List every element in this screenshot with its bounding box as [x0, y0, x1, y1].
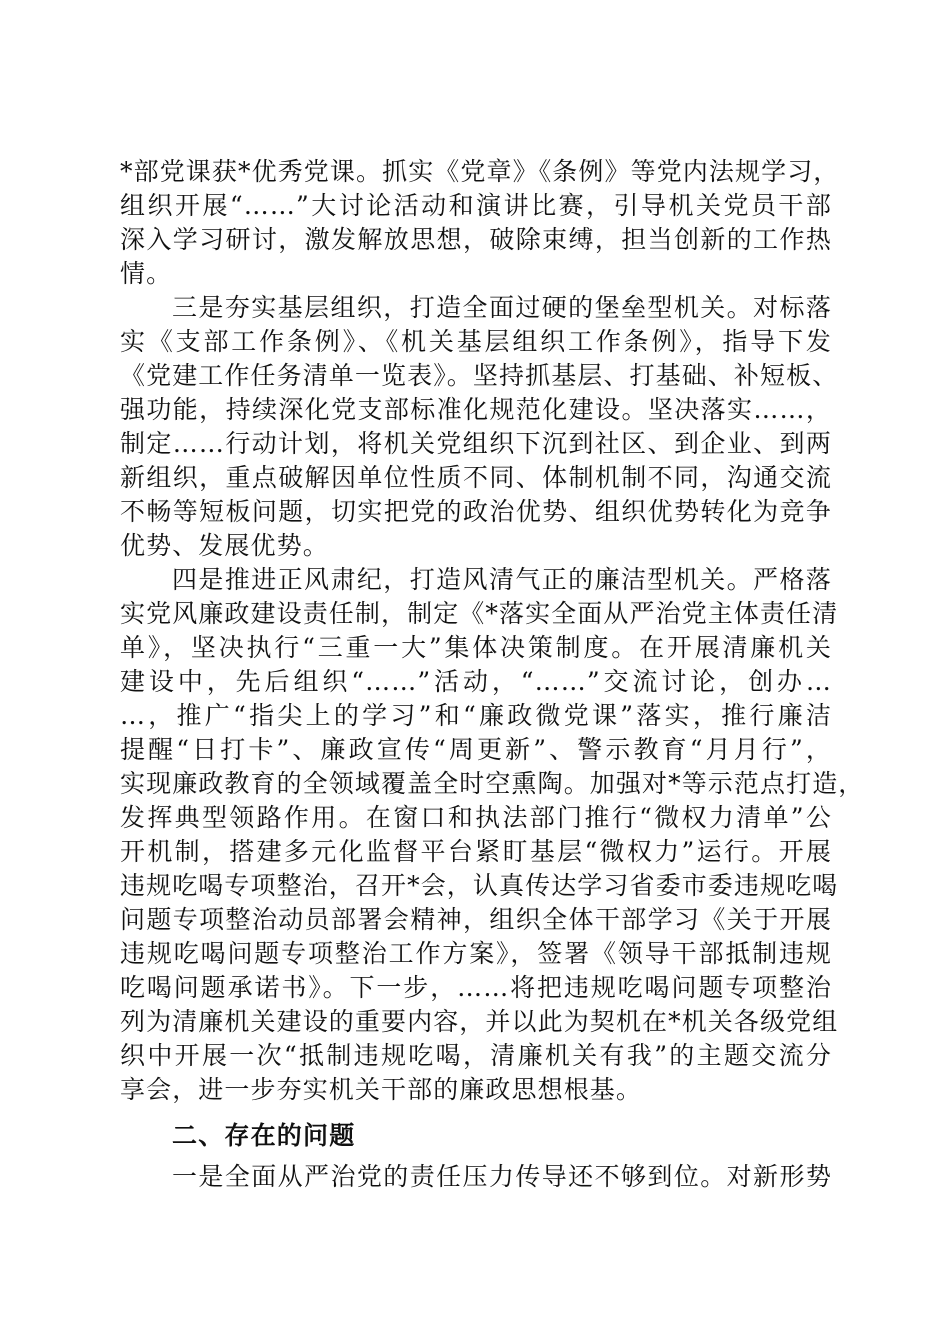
- paragraph-2-line-3: 《党建工作任务清单一览表》。坚持抓基层、打基础、补短板、: [120, 361, 839, 390]
- paragraph-3-line-7: 实现廉政教育的全领域覆盖全时空熏陶。加强对*等示范点打造，: [120, 769, 865, 798]
- paragraph-4-line-1: 一是全面从严治党的责任压力传导还不够到位。对新形势: [172, 1162, 832, 1191]
- paragraph-3-line-15: 织中开展一次“抵制违规吃喝，清廉机关有我”的主题交流分: [120, 1041, 832, 1070]
- paragraph-3-line-8: 发挥典型领路作用。在窗口和执法部门推行“微权力清单”公: [120, 803, 832, 832]
- paragraph-3-line-11: 问题专项整治动员部署会精神，组织全体干部学习《关于开展: [120, 905, 832, 934]
- paragraph-2-line-8: 优势、发展优势。: [120, 531, 329, 560]
- paragraph-3-line-13: 吃喝问题承诺书》。下一步，……将把违规吃喝问题专项整治: [120, 973, 832, 1002]
- paragraph-3-line-5: …，推广“指尖上的学习”和“廉政微党课”落实，推行廉洁: [120, 701, 832, 730]
- paragraph-2-line-5: 制定……行动计划，将机关党组织下沉到社区、到企业、到两: [120, 429, 832, 458]
- paragraph-2-line-2: 实《支部工作条例》、《机关基层组织工作条例》，指导下发: [120, 327, 832, 356]
- paragraph-2-line-4: 强功能，持续深化党支部标准化规范化建设。坚决落实……，: [120, 395, 832, 424]
- paragraph-3-line-10: 违规吃喝专项整治，召开*会，认真传达学习省委市委违规吃喝: [120, 871, 839, 900]
- paragraph-3-line-6: 提醒“日打卡”、廉政宣传“周更新”、警示教育“月月行”，: [120, 735, 832, 764]
- paragraph-1-line-3: 深入学习研讨，激发解放思想，破除束缚，担当创新的工作热: [120, 225, 832, 254]
- paragraph-3-line-2: 实党风廉政建设责任制，制定《*落实全面从严治党主体责任清: [120, 599, 839, 628]
- paragraph-3-line-3: 单》，坚决执行“三重一大”集体决策制度。在开展清廉机关: [120, 633, 832, 662]
- paragraph-1-line-4: 情。: [120, 259, 173, 288]
- paragraph-3-line-14: 列为清廉机关建设的重要内容，并以此为契机在*机关各级党组: [120, 1007, 839, 1036]
- paragraph-3-line-4: 建设中，先后组织“……”活动，“……”交流讨论，创办…: [120, 667, 832, 696]
- paragraph-3-line-9: 开机制，搭建多元化监督平台紧盯基层“微权力”运行。开展: [120, 837, 832, 866]
- section-heading: 二、存在的问题: [172, 1121, 356, 1150]
- paragraph-3-line-12: 违规吃喝问题专项整治工作方案》，签署《领导干部抵制违规: [120, 939, 832, 968]
- paragraph-1-line-1: *部党课获*优秀党课。抓实《党章》《条例》等党内法规学习，: [120, 157, 840, 186]
- paragraph-3-line-16: 享会，进一步夯实机关干部的廉政思想根基。: [120, 1075, 643, 1104]
- paragraph-2-line-7: 不畅等短板问题，切实把党的政治优势、组织优势转化为竞争: [120, 497, 832, 526]
- paragraph-2-line-1: 三是夯实基层组织，打造全面过硬的堡垒型机关。对标落: [172, 293, 832, 322]
- paragraph-1-line-2: 组织开展“……”大讨论活动和演讲比赛，引导机关党员干部: [120, 191, 832, 220]
- paragraph-2-line-6: 新组织，重点破解因单位性质不同、体制机制不同，沟通交流: [120, 463, 832, 492]
- paragraph-3-line-1: 四是推进正风肃纪，打造风清气正的廉洁型机关。严格落: [172, 565, 832, 594]
